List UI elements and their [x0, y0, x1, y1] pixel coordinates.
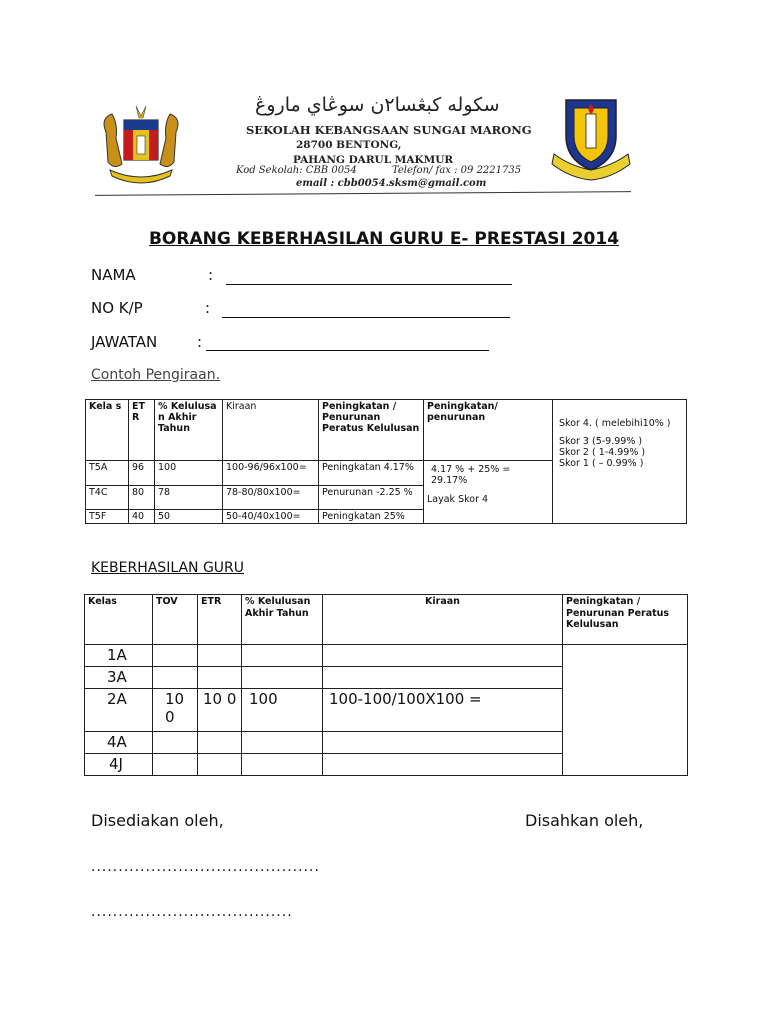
cell-kiraan[interactable]	[323, 732, 563, 754]
header-kiraan: Kiraan	[323, 595, 563, 645]
cell-tov[interactable]	[153, 667, 198, 689]
cell-kelulusan[interactable]	[242, 754, 323, 776]
signature-line-2[interactable]: .....................................	[91, 904, 293, 920]
nama-blank-line[interactable]	[226, 284, 512, 285]
cell-kiraan: 50-40/40x100=	[223, 510, 319, 524]
cell-kelas: 4J	[85, 754, 153, 776]
approved-by-label: Disahkan oleh,	[525, 811, 644, 830]
cell-kiraan: 100-96/96x100=	[223, 461, 319, 486]
cell-etr[interactable]	[198, 732, 242, 754]
main-header-row	[85, 595, 688, 645]
main-heading: KEBERHASILAN GURU	[91, 560, 245, 576]
header-etr: ET R	[129, 400, 155, 461]
cell-kelas: 2A	[85, 689, 153, 732]
cell-kelas: 3A	[85, 667, 153, 689]
header-peningkatan: Peningkatan/ penurunan	[424, 400, 553, 461]
cell-peratus: Peningkatan 25%	[319, 510, 424, 524]
cell-tov[interactable]	[153, 732, 198, 754]
cell-tov[interactable]	[153, 754, 198, 776]
malaysia-coat-of-arms-logo	[96, 104, 186, 188]
score-3: Skor 3 (5-9.99% )	[559, 436, 643, 447]
cell-kiraan[interactable]	[323, 645, 563, 667]
cell-kelulusan[interactable]	[242, 732, 323, 754]
cell-kelulusan: 78	[155, 486, 223, 510]
cell-kelulusan[interactable]	[242, 645, 323, 667]
address-line-1: 28700 BENTONG,	[296, 139, 402, 151]
result-text: Layak Skor 4	[427, 494, 489, 505]
calc-text: 4.17 % + 25% = 29.17%	[431, 464, 511, 486]
cell-kelulusan: 50	[155, 510, 223, 524]
cell-etr: 40	[129, 510, 155, 524]
keberhasilan-table	[84, 594, 688, 776]
score-legend	[553, 400, 687, 524]
cell-kelas: T5A	[86, 461, 129, 486]
jawatan-blank-line[interactable]	[206, 350, 489, 351]
header-kiraan: Kiraan	[223, 400, 319, 461]
cell-kiraan[interactable]: 100-100/100X100 =	[323, 689, 563, 732]
address-line-2: PAHANG DARUL MAKMUR	[293, 154, 454, 166]
header-peningkatan-peratus: Peningkatan / Penurunan Peratus Kelulusan	[319, 400, 424, 461]
cell-kelas: T5F	[86, 510, 129, 524]
example-table	[85, 399, 687, 524]
score-2: Skor 2 ( 1-4.99% )	[559, 447, 646, 458]
header-kelas: Kelas	[85, 595, 153, 645]
example-heading: Contoh Pengiraan.	[91, 367, 221, 383]
cell-kelulusan[interactable]: 100	[242, 689, 323, 732]
jawatan-colon: :	[197, 333, 203, 351]
school-name-jawi: سكوله كبڠسا٢ن سوڠاي ماروڠ	[255, 94, 500, 116]
cell-kiraan: 78-80/80x100=	[223, 486, 319, 510]
phone-fax: Telefon/ fax : 09 2221735	[392, 165, 522, 176]
signature-line-1[interactable]: ..........................................	[91, 859, 320, 875]
cell-etr[interactable]	[198, 754, 242, 776]
cell-etr[interactable]	[198, 667, 242, 689]
calc-cell	[424, 461, 553, 524]
table-row	[85, 645, 688, 667]
cell-etr[interactable]	[198, 645, 242, 667]
prepared-by-label: Disediakan oleh,	[91, 811, 224, 830]
header-peningkatan: Peningkatan / Penurunan Peratus Kelulusan	[563, 595, 688, 645]
nokp-colon: :	[205, 299, 211, 317]
cell-kelulusan: 100	[155, 461, 223, 486]
cell-tov[interactable]: 10 0	[153, 689, 198, 732]
example-header-row	[86, 400, 687, 461]
nokp-blank-line[interactable]	[222, 317, 510, 318]
header-kelas: Kela s	[86, 400, 129, 461]
school-name: SEKOLAH KEBANGSAAN SUNGAI MARONG	[246, 123, 532, 137]
nokp-label: NO K/P	[91, 299, 143, 317]
form-title: BORANG KEBERHASILAN GURU E- PRESTASI 2014	[148, 229, 620, 249]
cell-kelas: 1A	[85, 645, 153, 667]
header-kelulusan: % Kelulusa n Akhir Tahun	[155, 400, 223, 461]
cell-kiraan[interactable]	[323, 667, 563, 689]
score-1: Skor 1 ( – 0.99% )	[559, 458, 644, 469]
cell-peningkatan[interactable]	[563, 645, 688, 776]
nama-colon: :	[208, 266, 214, 284]
cell-tov[interactable]	[153, 645, 198, 667]
school-email: email : cbb0054.sksm@gmail.com	[296, 178, 487, 189]
header-etr: ETR	[198, 595, 242, 645]
score-4: Skor 4. ( melebihi10% )	[559, 418, 671, 429]
school-crest-logo	[550, 96, 632, 182]
school-code: Kod Sekolah: CBB 0054	[236, 165, 357, 176]
jawatan-label: JAWATAN	[91, 333, 158, 351]
letterhead-divider	[95, 191, 631, 196]
cell-etr: 80	[129, 486, 155, 510]
cell-kelas: 4A	[85, 732, 153, 754]
cell-kiraan[interactable]	[323, 754, 563, 776]
cell-kelas: T4C	[86, 486, 129, 510]
cell-peratus: Penurunan -2.25 %	[319, 486, 424, 510]
cell-etr[interactable]: 10 0	[198, 689, 242, 732]
cell-etr: 96	[129, 461, 155, 486]
cell-peratus: Peningkatan 4.17%	[319, 461, 424, 486]
header-tov: TOV	[153, 595, 198, 645]
nama-label: NAMA	[91, 266, 136, 284]
header-kelulusan: % Kelulusan Akhir Tahun	[242, 595, 323, 645]
cell-kelulusan[interactable]	[242, 667, 323, 689]
